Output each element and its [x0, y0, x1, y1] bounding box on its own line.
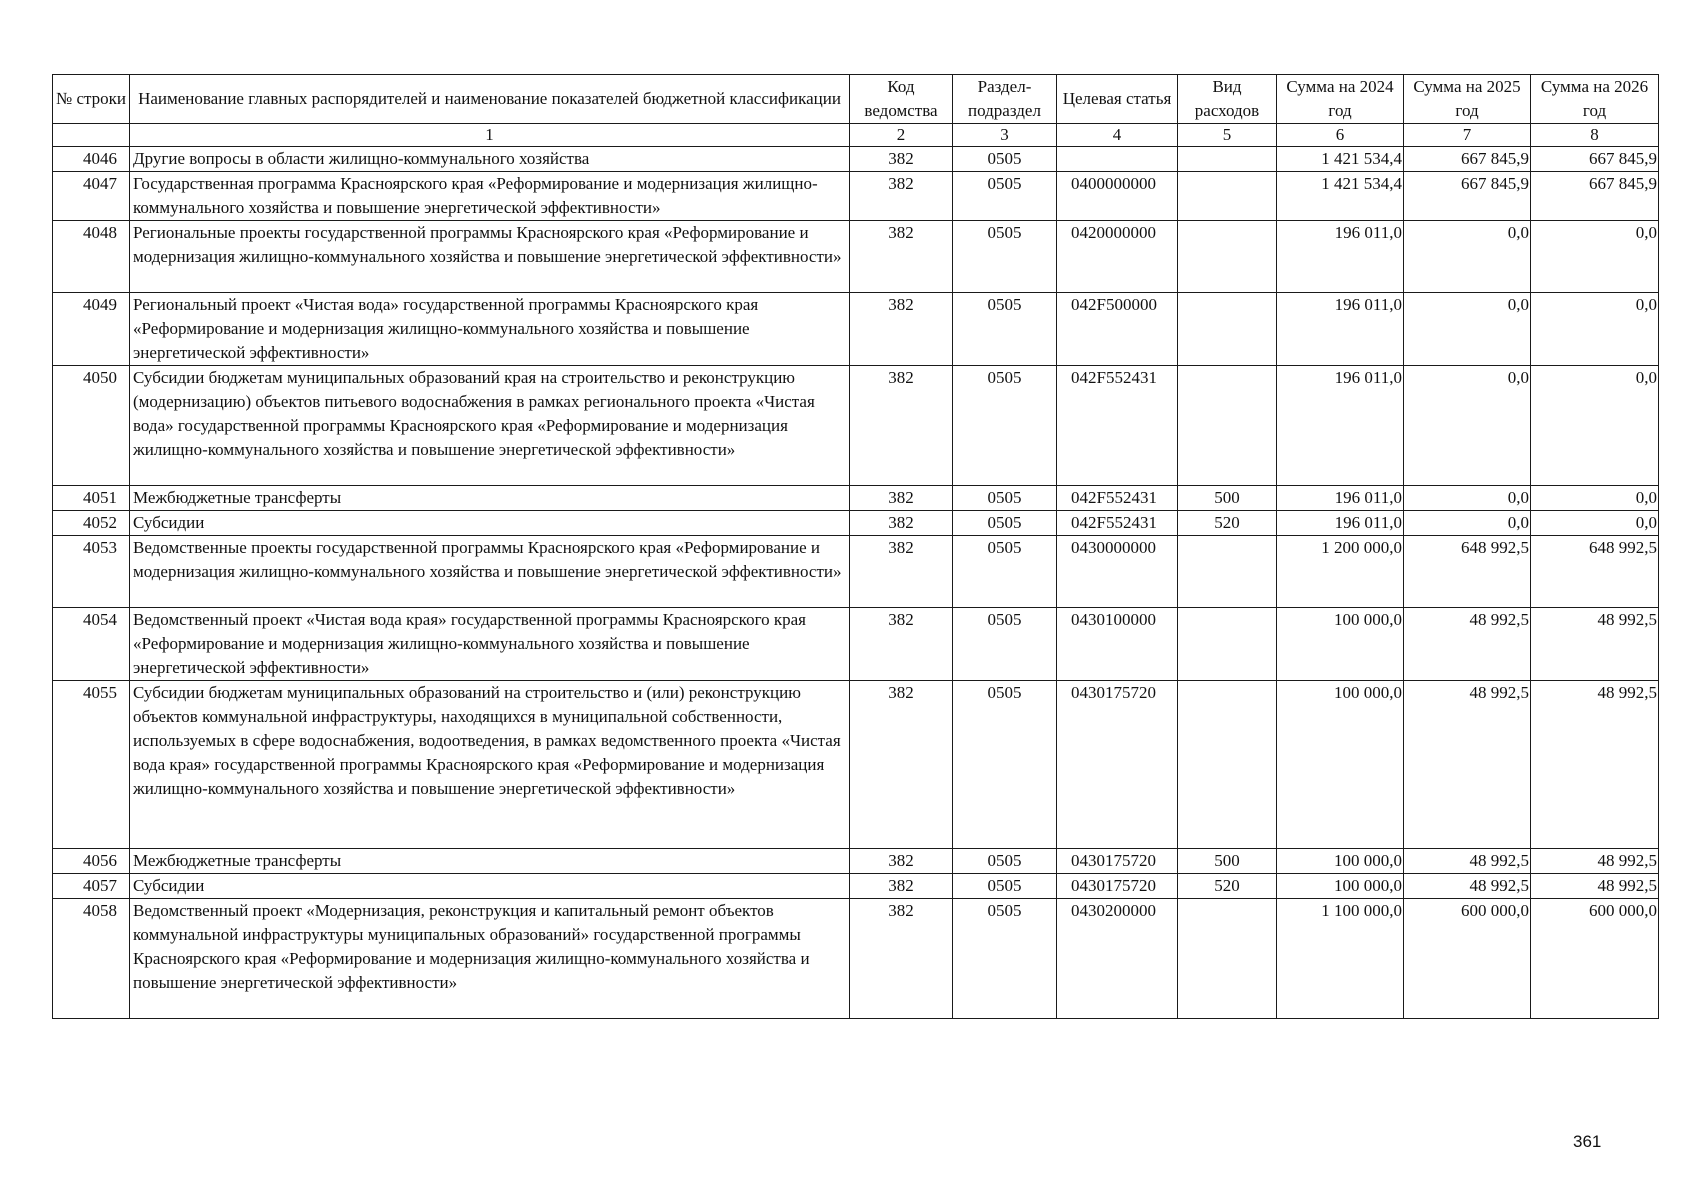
sum-2025-cell: 0,0	[1404, 221, 1531, 293]
row-number-cell: 4051	[53, 486, 130, 511]
sum-2026-cell: 0,0	[1531, 221, 1659, 293]
section-code-cell: 0505	[953, 681, 1057, 849]
row-number-cell: 4053	[53, 536, 130, 608]
sum-2025-cell: 48 992,5	[1404, 608, 1531, 681]
table-row	[53, 536, 1659, 608]
table-body	[53, 147, 1659, 1019]
budget-table	[52, 74, 1659, 1019]
sum-2025-cell: 48 992,5	[1404, 874, 1531, 899]
table-row	[53, 899, 1659, 1019]
sum-2025-cell: 648 992,5	[1404, 536, 1531, 608]
target-article-cell: 0430100000	[1057, 608, 1178, 681]
department-code-cell: 382	[850, 536, 953, 608]
page-number: 361	[1573, 1132, 1602, 1151]
table-row	[53, 874, 1659, 899]
department-code-cell: 382	[850, 221, 953, 293]
row-number-cell: 4049	[53, 293, 130, 366]
expense-type-cell	[1178, 681, 1277, 849]
sum-2024-cell: 196 011,0	[1277, 366, 1404, 486]
sum-2026-cell: 48 992,5	[1531, 849, 1659, 874]
sum-2026-cell: 48 992,5	[1531, 681, 1659, 849]
table-row	[53, 486, 1659, 511]
section-code-cell: 0505	[953, 849, 1057, 874]
column-number-cell: 3	[953, 124, 1057, 147]
expense-type-cell	[1178, 608, 1277, 681]
name-cell: Субсидии бюджетам муниципальных образований на строительство и (или) реконструкцию объектов коммунальной инфраструктуры, находящихся в муниципальной собственности, используемых в сфере водоснабжения, водоотведения, в рамках ведомственного проекта «Чистая вода края» государственной программы Красноярского края «Реформирование и модернизация жилищно-коммунального хозяйства и повышение энергетической эффективности»	[130, 681, 850, 849]
expense-type-cell	[1178, 899, 1277, 1019]
column-number-cell: 6	[1277, 124, 1404, 147]
section-code-cell: 0505	[953, 608, 1057, 681]
sum-2025-cell: 0,0	[1404, 366, 1531, 486]
table-row	[53, 221, 1659, 293]
column-number-cell: 1	[130, 124, 850, 147]
sum-2025-cell: 48 992,5	[1404, 681, 1531, 849]
name-cell: Ведомственные проекты государственной программы Красноярского края «Реформирование и модернизация жилищно-коммунального хозяйства и повышение энергетической эффективности»	[130, 536, 850, 608]
target-article-cell: 042F552431	[1057, 366, 1178, 486]
department-code-cell: 382	[850, 172, 953, 221]
name-cell: Ведомственный проект «Чистая вода края» государственной программы Красноярского края «Реформирование и модернизация жилищно-коммунального хозяйства и повышение энергетической эффективности»	[130, 608, 850, 681]
row-number-cell: 4048	[53, 221, 130, 293]
table-row	[53, 147, 1659, 172]
column-number-row	[53, 124, 1659, 147]
row-number-cell: 4056	[53, 849, 130, 874]
target-article-cell: 0400000000	[1057, 172, 1178, 221]
sum-2024-cell: 100 000,0	[1277, 608, 1404, 681]
table-row	[53, 172, 1659, 221]
sum-2024-cell: 196 011,0	[1277, 511, 1404, 536]
department-code-cell: 382	[850, 874, 953, 899]
name-cell: Субсидии бюджетам муниципальных образований края на строительство и реконструкцию (модернизацию) объектов питьевого водоснабжения в рамках регионального проекта «Чистая вода» государственной программы Красноярского края «Реформирование и модернизация жилищно-коммунального хозяйства и повышение энергетической эффективности»	[130, 366, 850, 486]
header-cell: Целевая статья	[1057, 75, 1178, 124]
target-article-cell	[1057, 147, 1178, 172]
section-code-cell: 0505	[953, 366, 1057, 486]
name-cell: Другие вопросы в области жилищно-коммунального хозяйства	[130, 147, 850, 172]
row-number-cell: 4050	[53, 366, 130, 486]
expense-type-cell	[1178, 536, 1277, 608]
table-row	[53, 681, 1659, 849]
sum-2026-cell: 0,0	[1531, 486, 1659, 511]
table-row	[53, 366, 1659, 486]
target-article-cell: 0430175720	[1057, 874, 1178, 899]
header-cell: Наименование главных распорядителей и наименование показателей бюджетной классификации	[130, 75, 850, 124]
sum-2024-cell: 196 011,0	[1277, 221, 1404, 293]
sum-2026-cell: 600 000,0	[1531, 899, 1659, 1019]
department-code-cell: 382	[850, 899, 953, 1019]
header-cell: Код ведомства	[850, 75, 953, 124]
sum-2026-cell: 48 992,5	[1531, 874, 1659, 899]
sum-2025-cell: 0,0	[1404, 486, 1531, 511]
sum-2026-cell: 0,0	[1531, 511, 1659, 536]
sum-2025-cell: 600 000,0	[1404, 899, 1531, 1019]
section-code-cell: 0505	[953, 221, 1057, 293]
department-code-cell: 382	[850, 608, 953, 681]
expense-type-cell	[1178, 366, 1277, 486]
name-cell: Государственная программа Красноярского края «Реформирование и модернизация жилищно-коммунального хозяйства и повышение энергетической эффективности»	[130, 172, 850, 221]
sum-2025-cell: 667 845,9	[1404, 147, 1531, 172]
sum-2024-cell: 100 000,0	[1277, 681, 1404, 849]
sum-2026-cell: 48 992,5	[1531, 608, 1659, 681]
sum-2024-cell: 196 011,0	[1277, 486, 1404, 511]
name-cell: Региональные проекты государственной программы Красноярского края «Реформирование и модернизация жилищно-коммунального хозяйства и повышение энергетической эффективности»	[130, 221, 850, 293]
header-cell: № строки	[53, 75, 130, 124]
sum-2024-cell: 196 011,0	[1277, 293, 1404, 366]
row-number-cell: 4046	[53, 147, 130, 172]
row-number-cell: 4057	[53, 874, 130, 899]
sum-2024-cell: 100 000,0	[1277, 849, 1404, 874]
expense-type-cell	[1178, 172, 1277, 221]
column-number-cell: 4	[1057, 124, 1178, 147]
target-article-cell: 042F500000	[1057, 293, 1178, 366]
column-number-cell	[53, 124, 130, 147]
target-article-cell: 042F552431	[1057, 511, 1178, 536]
header-cell: Сумма на 2025 год	[1404, 75, 1531, 124]
section-code-cell: 0505	[953, 536, 1057, 608]
expense-type-cell: 500	[1178, 486, 1277, 511]
department-code-cell: 382	[850, 511, 953, 536]
section-code-cell: 0505	[953, 899, 1057, 1019]
header-cell: Раздел-подраздел	[953, 75, 1057, 124]
sum-2025-cell: 0,0	[1404, 293, 1531, 366]
column-number-cell: 2	[850, 124, 953, 147]
sum-2026-cell: 648 992,5	[1531, 536, 1659, 608]
target-article-cell: 042F552431	[1057, 486, 1178, 511]
row-number-cell: 4054	[53, 608, 130, 681]
sum-2024-cell: 1 200 000,0	[1277, 536, 1404, 608]
header-cell: Сумма на 2026 год	[1531, 75, 1659, 124]
name-cell: Субсидии	[130, 874, 850, 899]
row-number-cell: 4058	[53, 899, 130, 1019]
row-number-cell: 4047	[53, 172, 130, 221]
name-cell: Субсидии	[130, 511, 850, 536]
department-code-cell: 382	[850, 293, 953, 366]
department-code-cell: 382	[850, 147, 953, 172]
row-number-cell: 4052	[53, 511, 130, 536]
expense-type-cell	[1178, 221, 1277, 293]
table-row	[53, 511, 1659, 536]
expense-type-cell: 500	[1178, 849, 1277, 874]
section-code-cell: 0505	[953, 511, 1057, 536]
sum-2024-cell: 100 000,0	[1277, 874, 1404, 899]
section-code-cell: 0505	[953, 874, 1057, 899]
expense-type-cell	[1178, 293, 1277, 366]
name-cell: Межбюджетные трансферты	[130, 849, 850, 874]
header-row	[53, 75, 1659, 124]
department-code-cell: 382	[850, 366, 953, 486]
target-article-cell: 0430175720	[1057, 849, 1178, 874]
sum-2025-cell: 667 845,9	[1404, 172, 1531, 221]
target-article-cell: 0420000000	[1057, 221, 1178, 293]
name-cell: Ведомственный проект «Модернизация, реконструкция и капитальный ремонт объектов коммунальной инфраструктуры муниципальных образований» государственной программы Красноярского края «Реформирование и модернизация жилищно-коммунального хозяйства и повышение энергетической эффективности»	[130, 899, 850, 1019]
header-cell: Сумма на 2024 год	[1277, 75, 1404, 124]
expense-type-cell	[1178, 147, 1277, 172]
column-number-cell: 8	[1531, 124, 1659, 147]
department-code-cell: 382	[850, 486, 953, 511]
section-code-cell: 0505	[953, 147, 1057, 172]
sum-2024-cell: 1 421 534,4	[1277, 172, 1404, 221]
sum-2025-cell: 48 992,5	[1404, 849, 1531, 874]
target-article-cell: 0430175720	[1057, 681, 1178, 849]
name-cell: Региональный проект «Чистая вода» государственной программы Красноярского края «Реформирование и модернизация жилищно-коммунального хозяйства и повышение энергетической эффективности»	[130, 293, 850, 366]
sum-2026-cell: 0,0	[1531, 293, 1659, 366]
department-code-cell: 382	[850, 849, 953, 874]
table-row	[53, 849, 1659, 874]
target-article-cell: 0430200000	[1057, 899, 1178, 1019]
section-code-cell: 0505	[953, 172, 1057, 221]
name-cell: Межбюджетные трансферты	[130, 486, 850, 511]
expense-type-cell: 520	[1178, 874, 1277, 899]
row-number-cell: 4055	[53, 681, 130, 849]
expense-type-cell: 520	[1178, 511, 1277, 536]
department-code-cell: 382	[850, 681, 953, 849]
sum-2026-cell: 667 845,9	[1531, 147, 1659, 172]
section-code-cell: 0505	[953, 486, 1057, 511]
column-number-cell: 7	[1404, 124, 1531, 147]
sum-2026-cell: 0,0	[1531, 366, 1659, 486]
target-article-cell: 0430000000	[1057, 536, 1178, 608]
table-row	[53, 608, 1659, 681]
sum-2024-cell: 1 421 534,4	[1277, 147, 1404, 172]
header-cell: Вид расходов	[1178, 75, 1277, 124]
table-row	[53, 293, 1659, 366]
sum-2026-cell: 667 845,9	[1531, 172, 1659, 221]
sum-2025-cell: 0,0	[1404, 511, 1531, 536]
section-code-cell: 0505	[953, 293, 1057, 366]
sum-2024-cell: 1 100 000,0	[1277, 899, 1404, 1019]
column-number-cell: 5	[1178, 124, 1277, 147]
